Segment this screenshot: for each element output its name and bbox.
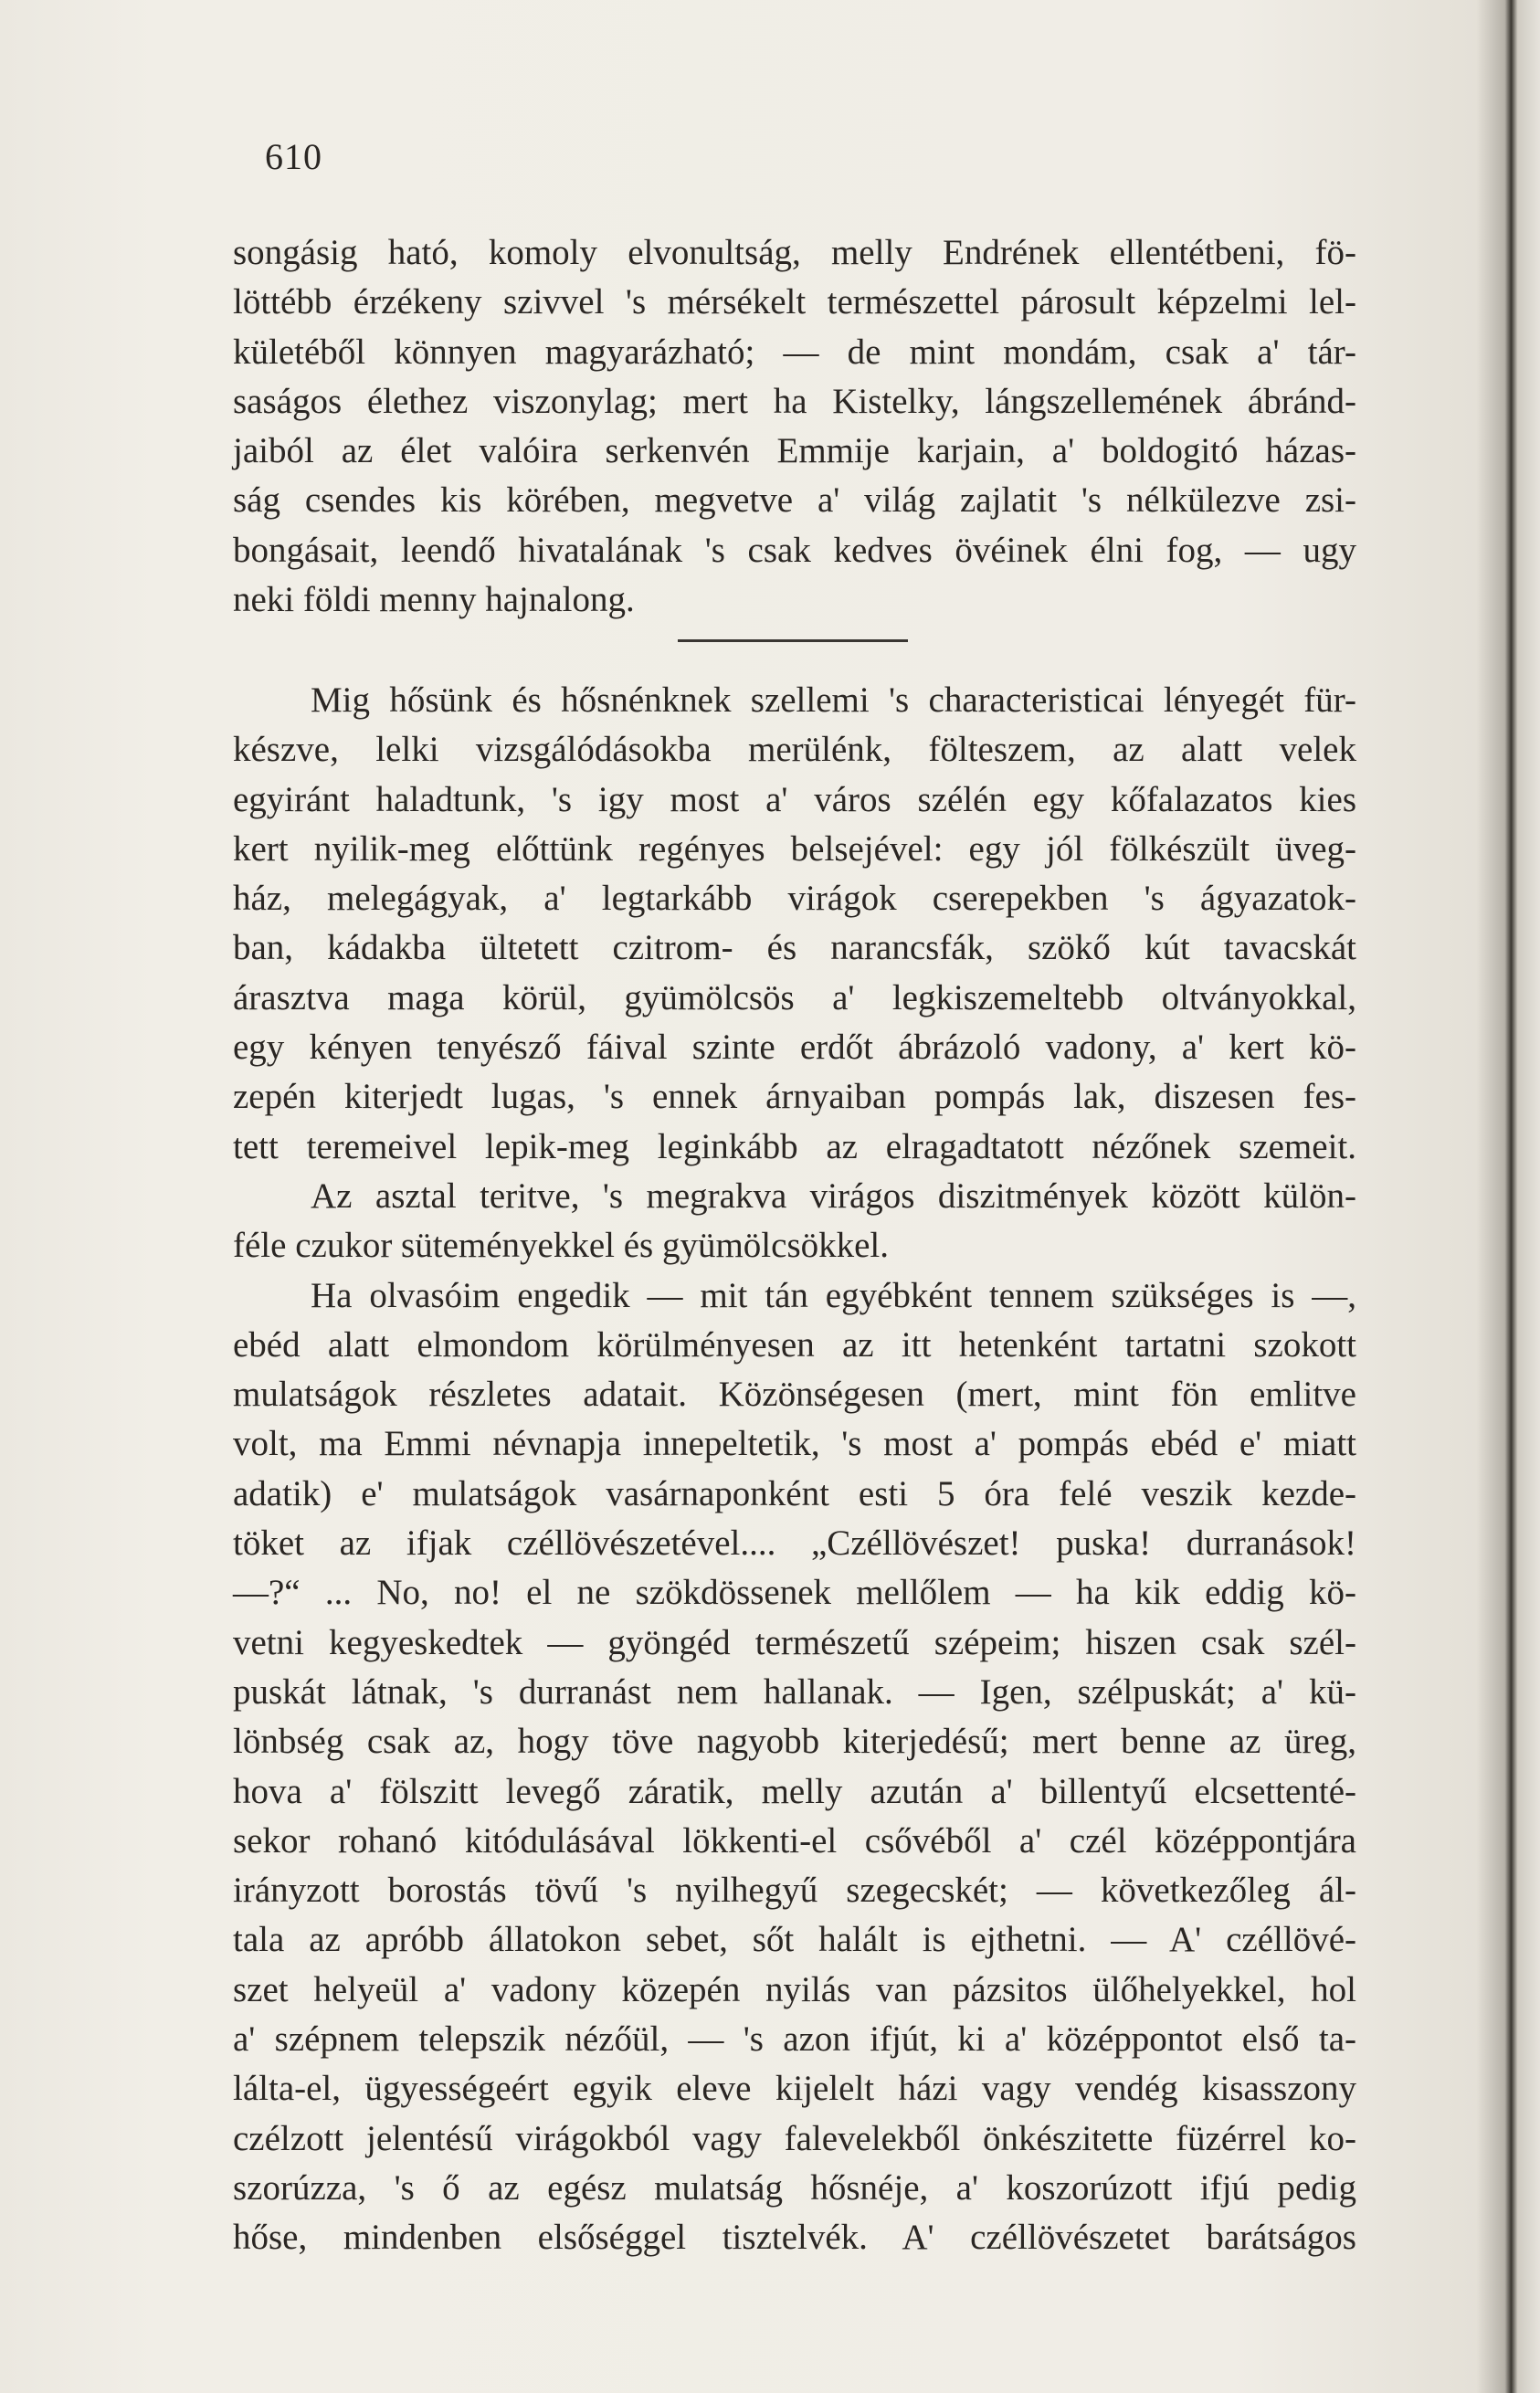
text-line: egyiránt haladtunk, 's igy most a' város szélén egy kőfalazatos kies (233, 779, 1356, 819)
text-line: tala az apróbb állatokon sebet, sőt halált is ejthetni. — A' czéllövé- (233, 1920, 1356, 1960)
page-number: 610 (265, 136, 322, 177)
text-line: neki földi menny hajnalong. (233, 580, 635, 620)
text-line: árasztva maga körül, gyümölcsös a' legkiszemeltebb oltványokkal, (233, 977, 1356, 1017)
text-line: —?“ ... No, no! el ne szökdössenek mellőlem — ha kik eddig kö- (233, 1573, 1356, 1613)
text-line: ban, kádakba ültetett czitrom- és narancsfák, szökő kút tavacskát (233, 928, 1356, 968)
text-line: puskát látnak, 's durranást nem hallanak. — Igen, szélpuskát; a' kü- (233, 1671, 1356, 1712)
text-line: készve, lelki vizsgálódásokba merülénk, fölteszem, az alatt velek (233, 730, 1356, 770)
text-line: Ha olvasóim engedik — mit tán egyébként tennem szükséges is —, (311, 1275, 1356, 1315)
text-line: ság csendes kis körében, megvetve a' világ zajlatit 's nélkülezve zsi- (233, 480, 1356, 521)
text-line: bongásait, leendő hivatalának 's csak kedves övéinek élni fog, — ugy (233, 530, 1356, 570)
text-line: tett teremeivel lepik-meg leginkább az elragadtatott nézőnek szemeit. (233, 1126, 1356, 1166)
text-line: Az asztal teritve, 's megrakva virágos diszitmények között külön- (311, 1175, 1356, 1216)
text-line: kert nyilik-meg előttünk regényes belsejével: egy jól fölkészült üveg- (233, 828, 1356, 869)
text-line: Mig hősünk és hősnénknek szellemi 's characteristicai lényegét für- (311, 680, 1356, 720)
text-line: a' szépnem telepszik nézőül, — 's azon ifjút, ki a' középpontot első ta- (233, 2019, 1356, 2060)
text-line: sekor rohanó kitódulásával lökkenti-el csővéből a' czél középpontjára (233, 1820, 1356, 1861)
text-line: czélzott jelentésű virágokból vagy falevelekből önkészitette füzérrel ko- (233, 2118, 1356, 2158)
text-line: saságos élethez viszonylag; mert ha Kistelky, lángszellemének ábránd- (233, 381, 1356, 421)
text-line: jaiból az élet valóira serkenvén Emmije karjain, a' boldogitó házas- (233, 431, 1356, 471)
text-line: löttébb érzékeny szivvel 's mérsékelt természettel párosult képzelmi lel- (233, 282, 1356, 322)
text-line: egy kényen tenyésző fáival szinte erdőt ábrázoló vadony, a' kert kö- (233, 1028, 1356, 1068)
text-line: hőse, mindenben elsőséggel tisztelvék. A' czéllövészetet barátságos (233, 2218, 1356, 2258)
text-line: szorúzza, 's ő az egész mulatság hősnéje, a' koszorúzott ifjú pedig (233, 2167, 1356, 2208)
text-line: volt, ma Emmi névnapja innepeltetik, 's most a' pompás ebéd e' miatt (233, 1424, 1356, 1464)
text-line: songásig ható, komoly elvonultság, melly Endrének ellentétbeni, fö- (233, 233, 1356, 272)
book-spine (1476, 0, 1540, 2393)
paragraph-1 (233, 228, 1356, 625)
text-line: lálta-el, ügyességeért egyik eleve kijelelt házi vagy vendég kisasszony (233, 2069, 1356, 2109)
text-line: ház, melegágyak, a' legtarkább virágok cserepekben 's ágyazatok- (233, 879, 1356, 919)
text-line: irányzott borostás tövű 's nyilhegyű szegecskét; — következőleg ál- (233, 1871, 1356, 1911)
text-line: féle czukor süteményekkel és gyümölcsökkel. (233, 1226, 890, 1266)
text-line: szet helyeül a' vadony közepén nyilás van pázsitos ülőhelyekkel, hol (233, 1969, 1356, 2009)
section-separator (678, 639, 908, 642)
text-line: hova a' fölszitt levegő záratik, melly azután a' billentyű elcsettenté- (233, 1771, 1356, 1811)
paragraph-2 (233, 676, 1356, 2263)
text-line: lönbség csak az, hogy töve nagyobb kiterjedésű; mert benne az üreg, (233, 1722, 1356, 1762)
text-line: vetni kegyeskedtek — gyöngéd természetű szépeim; hiszen csak szél- (233, 1622, 1356, 1662)
text-line: töket az ifjak czéllövészetével.... „Czéllövészet! puska! durranások! (233, 1523, 1356, 1564)
text-line: zepén kiterjedt lugas, 's ennek árnyaiban pompás lak, diszesen fes- (233, 1077, 1356, 1117)
text-line: mulatságok részletes adatait. Közönségesen (mert, mint fön emlitve (233, 1375, 1356, 1415)
text-line: adatik) e' mulatságok vasárnaponként esti 5 óra felé veszik kezde- (233, 1473, 1356, 1513)
text-line: ebéd alatt elmondom körülményesen az itt hetenként tartatni szokott (233, 1324, 1356, 1365)
text-line: kületéből könnyen magyarázható; — de mint mondám, csak a' tár- (233, 332, 1356, 372)
